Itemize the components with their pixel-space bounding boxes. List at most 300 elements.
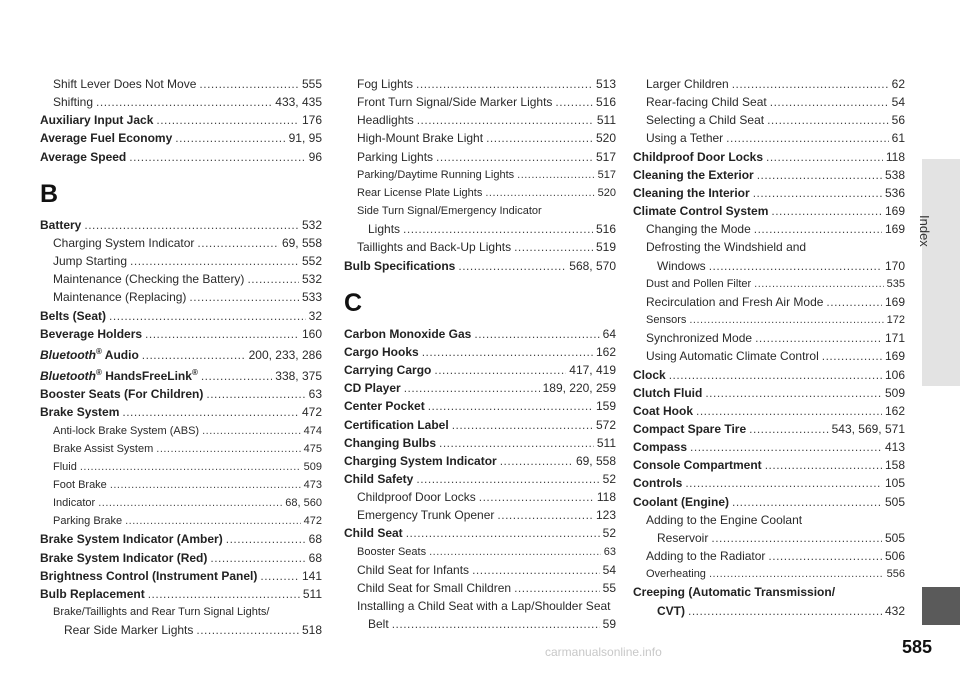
index-entry[interactable] bbox=[344, 470, 616, 488]
page-reference[interactable]: 433, 435 bbox=[275, 95, 322, 110]
entry-term: Lights bbox=[368, 222, 401, 237]
index-subentry[interactable] bbox=[344, 184, 616, 202]
entry-term: Certification Label bbox=[344, 417, 449, 432]
dot-leader bbox=[771, 202, 882, 220]
index-entry[interactable] bbox=[633, 202, 905, 220]
entry-term: Cleaning the Interior bbox=[633, 185, 750, 200]
index-subentry[interactable] bbox=[40, 440, 322, 458]
page-reference[interactable]: 68, 560 bbox=[285, 497, 322, 510]
page-reference[interactable]: 69, 558 bbox=[575, 453, 616, 468]
index-entry[interactable] bbox=[633, 384, 905, 402]
entry-term: Child Seat for Small Children bbox=[357, 580, 512, 595]
index-entry[interactable] bbox=[633, 438, 905, 456]
dot-leader bbox=[202, 422, 301, 440]
page-reference[interactable]: 556 bbox=[886, 568, 905, 581]
index-subentry[interactable] bbox=[40, 270, 322, 288]
entry-term: Parking Brake bbox=[53, 515, 123, 528]
page-reference[interactable]: 32 bbox=[308, 308, 322, 323]
page-reference[interactable]: 516 bbox=[595, 222, 616, 237]
dot-leader bbox=[688, 602, 882, 620]
entry-term: Windows bbox=[657, 258, 706, 273]
index-entry[interactable] bbox=[40, 129, 322, 147]
dot-leader bbox=[148, 585, 300, 603]
index-entry[interactable] bbox=[40, 111, 322, 129]
entry-term: Childproof Door Locks bbox=[357, 490, 476, 505]
page-reference[interactable]: 172 bbox=[886, 314, 905, 327]
index-subentry[interactable] bbox=[344, 597, 616, 615]
page-reference[interactable]: 63 bbox=[603, 545, 616, 558]
entry-term: Bulb Specifications bbox=[344, 258, 456, 273]
index-entry[interactable] bbox=[344, 343, 616, 361]
index-entry[interactable] bbox=[633, 456, 905, 474]
index-subentry[interactable] bbox=[633, 311, 905, 329]
entry-term: Rear License Plate Lights bbox=[357, 186, 483, 199]
entry-term: Climate Control System bbox=[633, 204, 769, 219]
dot-leader bbox=[98, 494, 282, 512]
entry-term: Rear Side Marker Lights bbox=[64, 623, 194, 638]
index-subentry[interactable] bbox=[344, 166, 616, 184]
page-reference[interactable]: 169 bbox=[884, 204, 905, 219]
dot-leader bbox=[84, 216, 299, 234]
dot-leader bbox=[247, 270, 299, 288]
entry-term: Installing a Child Seat with a Lap/Shoulder Seat bbox=[357, 599, 611, 614]
page-reference[interactable]: 56 bbox=[891, 113, 905, 128]
page-reference[interactable]: 509 bbox=[884, 385, 905, 400]
index-subentry[interactable] bbox=[344, 111, 616, 129]
dot-leader bbox=[125, 512, 301, 530]
index-subentry[interactable] bbox=[344, 561, 616, 579]
entry-term: Coolant (Engine) bbox=[633, 494, 729, 509]
page-reference[interactable]: 506 bbox=[884, 549, 905, 564]
dot-leader bbox=[201, 367, 272, 385]
entry-term: Carbon Monoxide Gas bbox=[344, 326, 472, 341]
page-reference[interactable]: 518 bbox=[301, 623, 322, 638]
index-entry[interactable] bbox=[40, 216, 322, 234]
index-subentry[interactable] bbox=[344, 220, 616, 238]
entry-term: Bulb Replacement bbox=[40, 586, 145, 601]
entry-term: Parking/Daytime Running Lights bbox=[357, 168, 515, 181]
index-subentry[interactable] bbox=[633, 329, 905, 347]
dot-leader bbox=[416, 75, 593, 93]
page-reference[interactable]: 189, 220, 259 bbox=[542, 381, 616, 396]
page-reference[interactable]: 520 bbox=[595, 131, 616, 146]
page-reference[interactable]: 63 bbox=[308, 387, 322, 402]
dot-leader bbox=[696, 402, 882, 420]
page-reference[interactable]: 159 bbox=[595, 399, 616, 414]
entry-term: Larger Children bbox=[646, 77, 729, 91]
index-entry[interactable] bbox=[40, 549, 322, 567]
dot-leader bbox=[196, 621, 299, 639]
index-subentry[interactable] bbox=[344, 506, 616, 524]
index-subentry[interactable] bbox=[40, 93, 322, 111]
entry-term: Rear-facing Child Seat bbox=[646, 95, 767, 110]
entry-term: Foot Brake bbox=[53, 478, 107, 491]
dot-leader bbox=[690, 438, 882, 456]
entry-term: Beverage Holders bbox=[40, 326, 143, 341]
index-entry[interactable] bbox=[633, 583, 905, 601]
page-reference[interactable]: 513 bbox=[595, 77, 616, 91]
entry-term: Reservoir bbox=[657, 530, 709, 545]
page-reference[interactable]: 538 bbox=[884, 167, 905, 182]
index-entry[interactable] bbox=[40, 585, 322, 603]
page-reference[interactable]: 533 bbox=[301, 290, 322, 305]
dot-leader bbox=[129, 148, 305, 166]
page-reference[interactable]: 505 bbox=[884, 530, 905, 545]
page-reference[interactable]: 517 bbox=[597, 168, 616, 181]
entry-term: Charging System Indicator bbox=[344, 453, 497, 468]
index-entry[interactable] bbox=[344, 397, 616, 415]
index-entry[interactable] bbox=[40, 364, 322, 385]
page-reference[interactable]: 555 bbox=[301, 77, 322, 91]
dot-leader bbox=[142, 346, 246, 364]
page-reference[interactable]: 169 bbox=[884, 294, 905, 309]
page-reference[interactable]: 432 bbox=[884, 603, 905, 618]
dot-leader bbox=[110, 476, 301, 494]
entry-term: Shift Lever Does Not Move bbox=[53, 77, 197, 91]
dot-leader bbox=[753, 184, 882, 202]
entry-term: Coat Hook bbox=[633, 403, 693, 418]
page-reference[interactable]: 572 bbox=[595, 417, 616, 432]
dot-leader bbox=[156, 111, 299, 129]
dot-leader bbox=[726, 129, 888, 147]
page-reference[interactable]: 141 bbox=[301, 568, 322, 583]
page-reference[interactable]: 68 bbox=[308, 532, 322, 547]
entry-term: Fluid bbox=[53, 460, 77, 473]
index-subentry[interactable] bbox=[633, 75, 905, 93]
page-reference[interactable]: 535 bbox=[886, 277, 905, 290]
page-reference[interactable]: 171 bbox=[884, 331, 905, 346]
dot-leader bbox=[514, 238, 593, 256]
page-reference[interactable]: 91, 95 bbox=[288, 131, 322, 146]
page-reference[interactable]: 106 bbox=[884, 367, 905, 382]
index-subentry[interactable] bbox=[40, 494, 322, 512]
entry-term: Anti-lock Brake System (ABS) bbox=[53, 424, 200, 437]
page-reference[interactable]: 338, 375 bbox=[275, 369, 322, 384]
dot-leader bbox=[416, 470, 599, 488]
dot-leader bbox=[210, 549, 305, 567]
page-reference[interactable]: 475 bbox=[303, 442, 322, 455]
index-subentry[interactable] bbox=[633, 511, 905, 529]
index-entry[interactable] bbox=[40, 307, 322, 325]
page-reference[interactable]: 158 bbox=[884, 458, 905, 473]
page-reference[interactable]: 64 bbox=[602, 326, 616, 341]
index-entry[interactable] bbox=[344, 452, 616, 470]
page-reference[interactable]: 105 bbox=[884, 476, 905, 491]
entry-term: Parking Lights bbox=[357, 149, 434, 164]
entry-term: Creeping (Automatic Transmission/ bbox=[633, 585, 836, 600]
index-column-2 bbox=[344, 75, 616, 633]
index-subentry[interactable] bbox=[633, 347, 905, 365]
dot-leader bbox=[822, 347, 882, 365]
page-reference[interactable]: 68 bbox=[308, 550, 322, 565]
page-reference[interactable]: 568, 570 bbox=[569, 258, 616, 273]
dot-leader bbox=[770, 93, 889, 111]
dot-leader bbox=[156, 440, 300, 458]
page-reference[interactable]: 472 bbox=[303, 515, 322, 528]
page-reference[interactable]: 170 bbox=[884, 258, 905, 273]
page-reference[interactable]: 54 bbox=[891, 95, 905, 110]
page-reference[interactable]: 532 bbox=[301, 272, 322, 287]
dot-leader bbox=[826, 293, 882, 311]
page-reference[interactable]: 413 bbox=[884, 440, 905, 455]
index-entry[interactable] bbox=[633, 420, 905, 438]
page-reference[interactable]: 200, 233, 286 bbox=[248, 347, 322, 362]
index-subentry[interactable] bbox=[633, 111, 905, 129]
dot-leader bbox=[392, 615, 600, 633]
index-subentry[interactable] bbox=[40, 512, 322, 530]
page-reference[interactable]: 123 bbox=[595, 508, 616, 523]
dot-leader bbox=[452, 416, 593, 434]
index-subentry[interactable] bbox=[633, 129, 905, 147]
index-entry[interactable] bbox=[344, 257, 616, 275]
dot-leader bbox=[96, 93, 272, 111]
index-subentry[interactable] bbox=[633, 220, 905, 238]
index-tab-label: Index bbox=[917, 215, 932, 247]
tab-marker-block bbox=[922, 587, 960, 625]
dot-leader bbox=[711, 529, 882, 547]
entry-term: Booster Seats bbox=[357, 545, 427, 558]
index-entry[interactable] bbox=[344, 416, 616, 434]
dot-leader bbox=[109, 307, 306, 325]
page-reference[interactable]: 543, 569, 571 bbox=[831, 421, 905, 436]
page-reference[interactable]: 517 bbox=[595, 149, 616, 164]
index-column-3 bbox=[633, 75, 905, 620]
index-subentry[interactable] bbox=[344, 148, 616, 166]
section-letter-c: C bbox=[344, 288, 363, 317]
dot-leader bbox=[199, 75, 299, 93]
index-entry[interactable] bbox=[633, 166, 905, 184]
page-reference[interactable]: 511 bbox=[302, 586, 322, 601]
dot-leader bbox=[754, 275, 883, 293]
index-entry[interactable] bbox=[633, 474, 905, 492]
dot-leader bbox=[709, 565, 884, 583]
entry-term: Child Safety bbox=[344, 471, 414, 486]
entry-term: Maintenance (Replacing) bbox=[53, 290, 187, 305]
index-subentry[interactable] bbox=[40, 252, 322, 270]
entry-term: Jump Starting bbox=[53, 254, 128, 269]
index-subentry[interactable] bbox=[344, 615, 616, 633]
index-subentry[interactable] bbox=[633, 275, 905, 293]
entry-term: Brightness Control (Instrument Panel) bbox=[40, 568, 258, 583]
index-subentry[interactable] bbox=[40, 234, 322, 252]
index-entry[interactable] bbox=[344, 361, 616, 379]
index-entry[interactable] bbox=[344, 434, 616, 452]
page-reference[interactable]: 509 bbox=[303, 460, 322, 473]
index-subentry[interactable] bbox=[633, 293, 905, 311]
dot-leader bbox=[404, 379, 540, 397]
dot-leader bbox=[189, 288, 299, 306]
page-reference[interactable]: 505 bbox=[884, 494, 905, 509]
index-entry[interactable] bbox=[633, 402, 905, 420]
entry-term: Fog Lights bbox=[357, 77, 414, 91]
dot-leader bbox=[122, 403, 299, 421]
index-subentry[interactable] bbox=[344, 488, 616, 506]
index-entry[interactable] bbox=[40, 148, 322, 166]
index-subentry[interactable] bbox=[40, 476, 322, 494]
dot-leader bbox=[749, 420, 828, 438]
index-subentry[interactable] bbox=[344, 202, 616, 220]
dot-leader bbox=[472, 561, 600, 579]
page-reference[interactable]: 96 bbox=[308, 149, 322, 164]
entry-term: Compact Spare Tire bbox=[633, 421, 747, 436]
dot-leader bbox=[497, 506, 593, 524]
entry-term: Belt bbox=[368, 617, 389, 632]
watermark: carmanualsonline.info bbox=[545, 645, 662, 659]
index-entry[interactable] bbox=[633, 366, 905, 384]
page-reference[interactable]: 52 bbox=[602, 526, 616, 541]
dot-leader bbox=[765, 456, 882, 474]
section-letter-b: B bbox=[40, 179, 59, 208]
page-reference[interactable]: 118 bbox=[596, 490, 616, 505]
page-reference[interactable]: 473 bbox=[303, 478, 322, 491]
dot-leader bbox=[80, 458, 301, 476]
index-subentry[interactable] bbox=[344, 579, 616, 597]
dot-leader bbox=[226, 530, 306, 548]
dot-leader bbox=[428, 397, 593, 415]
entry-term: Defrosting the Windshield and bbox=[646, 240, 807, 255]
index-column-1 bbox=[40, 75, 322, 639]
index-subentry[interactable] bbox=[40, 422, 322, 440]
entry-term: Dust and Pollen Filter bbox=[646, 277, 752, 290]
index-subentry[interactable] bbox=[633, 257, 905, 275]
dot-leader bbox=[705, 384, 882, 402]
page-reference[interactable]: 52 bbox=[602, 471, 616, 486]
index-subentry[interactable] bbox=[344, 75, 616, 93]
index-subentry[interactable] bbox=[633, 565, 905, 583]
page-reference[interactable]: 69, 558 bbox=[281, 235, 322, 250]
page-reference[interactable]: 511 bbox=[596, 435, 616, 450]
dot-leader bbox=[732, 493, 882, 511]
entry-term: Brake Assist System bbox=[53, 442, 154, 455]
index-entry[interactable] bbox=[633, 493, 905, 511]
page-reference[interactable]: 54 bbox=[602, 562, 616, 577]
entry-term: High-Mount Brake Light bbox=[357, 131, 484, 146]
entry-term: Compass bbox=[633, 440, 688, 455]
page-reference[interactable]: 417, 419 bbox=[569, 363, 616, 378]
entry-term: Average Fuel Economy bbox=[40, 131, 173, 146]
index-subentry[interactable] bbox=[633, 529, 905, 547]
index-subentry[interactable] bbox=[633, 547, 905, 565]
entry-term: Sensors bbox=[646, 314, 687, 327]
entry-term: Center Pocket bbox=[344, 399, 425, 414]
page-number: 585 bbox=[902, 637, 933, 657]
index-subentry[interactable] bbox=[40, 288, 322, 306]
index-subentry[interactable] bbox=[40, 75, 322, 93]
index-entry[interactable] bbox=[40, 325, 322, 343]
index-subentry[interactable] bbox=[40, 458, 322, 476]
entry-term: Adding to the Radiator bbox=[646, 549, 766, 564]
entry-term: Changing the Mode bbox=[646, 222, 751, 237]
index-subentry[interactable] bbox=[344, 543, 616, 561]
dot-leader bbox=[436, 148, 593, 166]
entry-term: Brake System Indicator (Red) bbox=[40, 550, 208, 565]
entry-term: Booster Seats (For Children) bbox=[40, 387, 204, 402]
page-reference[interactable]: 176 bbox=[301, 113, 322, 128]
dot-leader bbox=[439, 434, 594, 452]
entry-term: Bluetooth® HandsFreeLink® bbox=[40, 368, 198, 384]
entry-term: Clutch Fluid bbox=[633, 385, 703, 400]
index-entry[interactable] bbox=[40, 567, 322, 585]
entry-term: CVT) bbox=[657, 603, 685, 618]
page-reference[interactable]: 536 bbox=[884, 185, 905, 200]
index-entry[interactable] bbox=[633, 602, 905, 620]
page-reference[interactable]: 520 bbox=[597, 186, 616, 199]
page-reference[interactable]: 118 bbox=[885, 149, 905, 164]
entry-term: Childproof Door Locks bbox=[633, 149, 763, 164]
dot-leader bbox=[130, 252, 299, 270]
page-reference[interactable]: 169 bbox=[884, 349, 905, 364]
dot-leader bbox=[175, 129, 285, 147]
page-reference[interactable]: 55 bbox=[602, 580, 616, 595]
page-reference[interactable]: 511 bbox=[596, 113, 616, 128]
dot-leader bbox=[474, 325, 599, 343]
page-reference[interactable]: 516 bbox=[595, 95, 616, 110]
entry-term: Child Seat for Infants bbox=[357, 562, 470, 577]
page-reference[interactable]: 519 bbox=[595, 240, 616, 255]
page-reference[interactable]: 62 bbox=[891, 77, 905, 91]
dot-leader bbox=[486, 129, 593, 147]
entry-term: Side Turn Signal/Emergency Indicator bbox=[357, 205, 542, 218]
dot-leader bbox=[757, 166, 882, 184]
entry-term: Belts (Seat) bbox=[40, 308, 107, 323]
dot-leader bbox=[403, 220, 593, 238]
index-subentry[interactable] bbox=[344, 129, 616, 147]
entry-term: Selecting a Child Seat bbox=[646, 113, 765, 128]
index-subentry[interactable] bbox=[40, 603, 322, 621]
dot-leader bbox=[767, 111, 889, 129]
entry-term: Overheating bbox=[646, 568, 706, 581]
page-reference[interactable]: 552 bbox=[301, 254, 322, 269]
page-reference[interactable]: 160 bbox=[301, 326, 322, 341]
dot-leader bbox=[517, 166, 595, 184]
index-subentry[interactable] bbox=[344, 93, 616, 111]
entry-term: Controls bbox=[633, 476, 683, 491]
index-entry[interactable] bbox=[40, 403, 322, 421]
dot-leader bbox=[429, 543, 601, 561]
index-entry[interactable] bbox=[344, 379, 616, 397]
page-reference[interactable]: 472 bbox=[301, 405, 322, 420]
index-entry[interactable] bbox=[633, 184, 905, 202]
index-subentry[interactable] bbox=[633, 93, 905, 111]
index-entry[interactable] bbox=[344, 325, 616, 343]
page-reference[interactable]: 162 bbox=[884, 403, 905, 418]
entry-term: Charging System Indicator bbox=[53, 235, 195, 250]
page-reference[interactable]: 162 bbox=[595, 344, 616, 359]
dot-leader bbox=[422, 343, 593, 361]
page-reference[interactable]: 61 bbox=[891, 131, 905, 146]
page-reference[interactable]: 532 bbox=[301, 217, 322, 232]
index-entry[interactable] bbox=[40, 530, 322, 548]
entry-term: Adding to the Engine Coolant bbox=[646, 512, 803, 527]
page-reference[interactable]: 59 bbox=[602, 617, 616, 632]
index-subentry[interactable] bbox=[633, 238, 905, 256]
entry-term: Shifting bbox=[53, 95, 94, 110]
index-entry[interactable] bbox=[40, 343, 322, 364]
entry-term: Carrying Cargo bbox=[344, 363, 432, 378]
index-entry[interactable] bbox=[344, 524, 616, 542]
dot-leader bbox=[260, 567, 299, 585]
entry-term: Using Automatic Climate Control bbox=[646, 349, 819, 364]
index-subentry[interactable] bbox=[344, 238, 616, 256]
dot-leader bbox=[434, 361, 566, 379]
index-entry[interactable] bbox=[633, 148, 905, 166]
dot-leader bbox=[485, 184, 594, 202]
entry-term: Bluetooth® Audio bbox=[40, 346, 139, 362]
index-subentry[interactable] bbox=[40, 621, 322, 639]
page-reference[interactable]: 474 bbox=[303, 424, 322, 437]
index-entry[interactable] bbox=[40, 385, 322, 403]
page-reference[interactable]: 169 bbox=[884, 222, 905, 237]
